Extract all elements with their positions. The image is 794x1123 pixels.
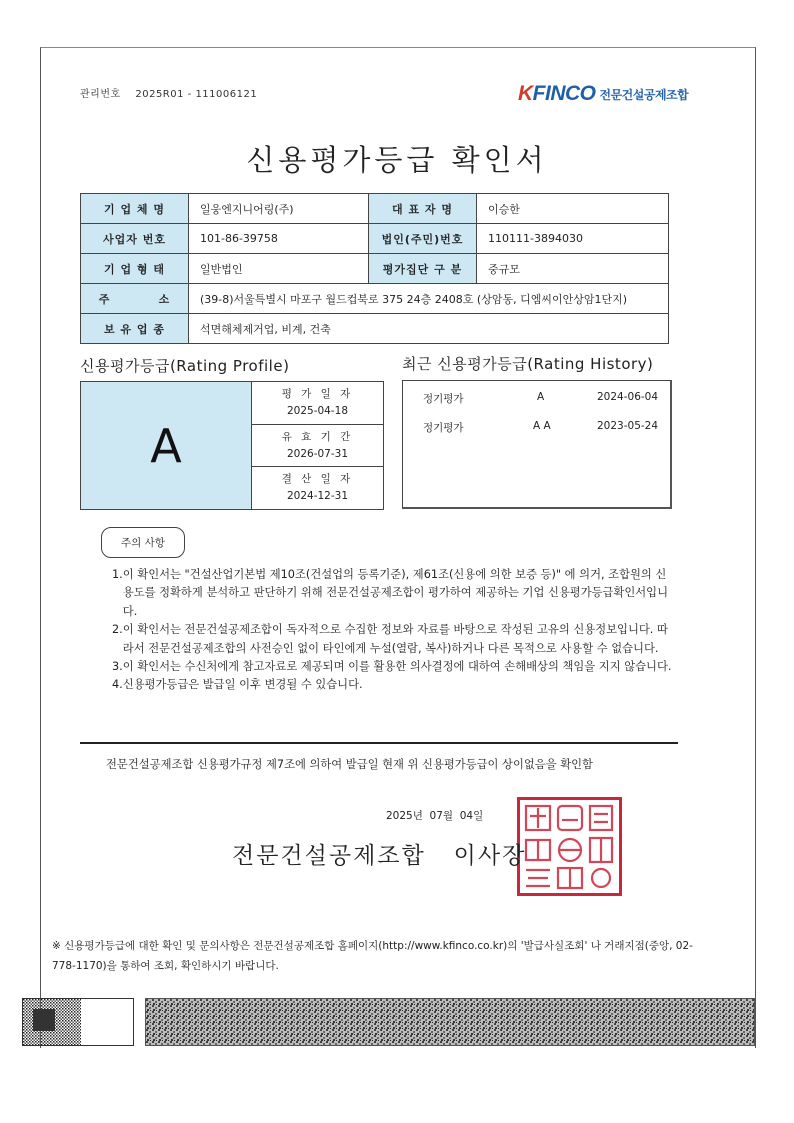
divider — [80, 742, 678, 744]
footer-note: ※ 신용평가등급에 대한 확인 및 문의사항은 전문건설공제조합 홈페이지(http://www.kfinco.co.kr)의 '발급사실조회' 나 거래지점(중앙, 02-778-1170)을 통하여 조회, 확인하시기 바랍니다. — [52, 940, 693, 972]
list-item — [112, 676, 672, 694]
eval-group: 중규모 — [477, 254, 669, 284]
eval-date: 2025-04-18 — [286, 404, 349, 417]
history-grade: A A — [533, 420, 551, 432]
logo-org-name: 전문건설공제조합 — [599, 87, 689, 102]
bizno-label: 사업자 번호 — [81, 224, 189, 254]
confirmation-text: 전문건설공제조합 신용평가규정 제7조에 의하여 발급일 현재 위 신용평가등급이 상이없음을 확인함 — [106, 758, 593, 771]
settle-date-cell — [252, 467, 383, 509]
history-date: 2024-06-04 — [597, 391, 659, 403]
rating-profile-box — [80, 381, 384, 510]
note-text: 이 확인서는 수신처에게 참고자료로 제공되며 이를 활용한 의사결정에 대하여 손해배상의 책임을 지지 않습니다. — [122, 660, 672, 674]
company-name: 일웅엔지니어링(주) — [189, 194, 369, 224]
company-name-label: 기 업 체 명 — [81, 194, 189, 224]
issue-date: 2025년 07월 04일 — [386, 810, 484, 822]
history-type: 정기평가 — [423, 393, 464, 405]
industry: 석면해체제거업, 비계, 건축 — [189, 314, 669, 344]
list-item — [112, 658, 672, 676]
note-text: 신용평가등급은 발급일 이후 변경될 수 있습니다. — [122, 678, 363, 692]
list-item — [112, 621, 672, 658]
address: (39-8)서울특별시 마포구 월드컵북로 375 24층 2408호 (상암동, 디엠씨이안상암1단지) — [189, 284, 669, 314]
ceo-name: 이승한 — [477, 194, 669, 224]
industry-label: 보 유 업 종 — [81, 314, 189, 344]
corpno: 110111-3894030 — [477, 224, 669, 254]
logo-finco: FINCO — [532, 82, 596, 105]
table-row — [81, 194, 669, 224]
valid-date-cell — [252, 425, 383, 468]
note-number: 4. — [112, 678, 123, 692]
eval-date-cell — [252, 382, 383, 425]
document-title: 신용평가등급 확인서 — [246, 143, 548, 177]
valid-date-label: 유 효 기 간 — [281, 430, 354, 443]
notice-list — [112, 566, 672, 695]
table-row — [81, 224, 669, 254]
ceo-label: 대 표 자 명 — [369, 194, 477, 224]
qr-code-icon — [23, 999, 133, 1045]
settle-date-label: 결 산 일 자 — [281, 473, 354, 486]
mgmt-label: 관리번호 — [80, 89, 121, 100]
list-item — [112, 566, 672, 621]
rating-history-title: 최근 신용평가등급(Rating History) — [402, 355, 654, 373]
address-label: 주 소 — [81, 284, 189, 314]
history-date: 2023-05-24 — [597, 420, 659, 432]
company-info-table — [80, 193, 669, 344]
note-number: 2. — [112, 623, 123, 637]
rating-history-box — [402, 380, 672, 509]
rating-profile-title: 신용평가등급(Rating Profile) — [80, 357, 290, 375]
note-text: 이 확인서는 "건설산업기본법 제10조(건설업의 등록기준), 제61조(신용에 의한 보증 등)" 에 의거, 조합원의 신용도를 정확하게 분석하고 판단하기 위해 전문건설공제조합이 평가하여 제공하는 기업 신용평가등급확인서입니다. — [122, 568, 669, 618]
eval-date-label: 평 가 일 자 — [281, 387, 354, 400]
history-grade: A — [537, 391, 545, 403]
history-type: 정기평가 — [423, 422, 464, 434]
issuer-name: 전문건설공제조합 이사장 — [232, 843, 527, 869]
rating-grade: A — [81, 382, 252, 509]
company-type: 일반법인 — [189, 254, 369, 284]
mgmt-value: 2025R01 - 111006121 — [135, 89, 258, 100]
logo-k: K — [518, 82, 533, 105]
rating-dates — [252, 382, 383, 509]
company-type-label: 기 업 형 태 — [81, 254, 189, 284]
bizno: 101-86-39758 — [189, 224, 369, 254]
table-row — [81, 284, 669, 314]
note-number: 1. — [112, 568, 123, 581]
eval-group-label: 평가집단 구 분 — [369, 254, 477, 284]
note-text: 이 확인서는 전문건설공제조합이 독자적으로 수집한 정보와 자료를 바탕으로 작성된 고유의 신용정보입니다. 따라서 전문건설공제조합의 사전승인 없이 타인에게 누설(열람, 복사)하거나 다른 목적으로 사용할 수 없습니다. — [122, 623, 668, 655]
barcode-icon — [146, 999, 754, 1045]
corpno-label: 법인(주민)번호 — [369, 224, 477, 254]
valid-date: 2026-07-31 — [286, 447, 349, 460]
seal-icon — [520, 800, 619, 893]
table-row — [81, 254, 669, 284]
kfinco-logo — [518, 82, 688, 106]
barcode-strip — [145, 998, 755, 1046]
qr-code — [22, 998, 134, 1046]
official-seal-stamp — [517, 797, 622, 896]
notice-label: 주의 사항 — [101, 527, 185, 558]
note-number: 3. — [112, 660, 123, 674]
management-number — [80, 85, 257, 100]
table-row — [81, 314, 669, 344]
settle-date: 2024-12-31 — [286, 490, 349, 503]
